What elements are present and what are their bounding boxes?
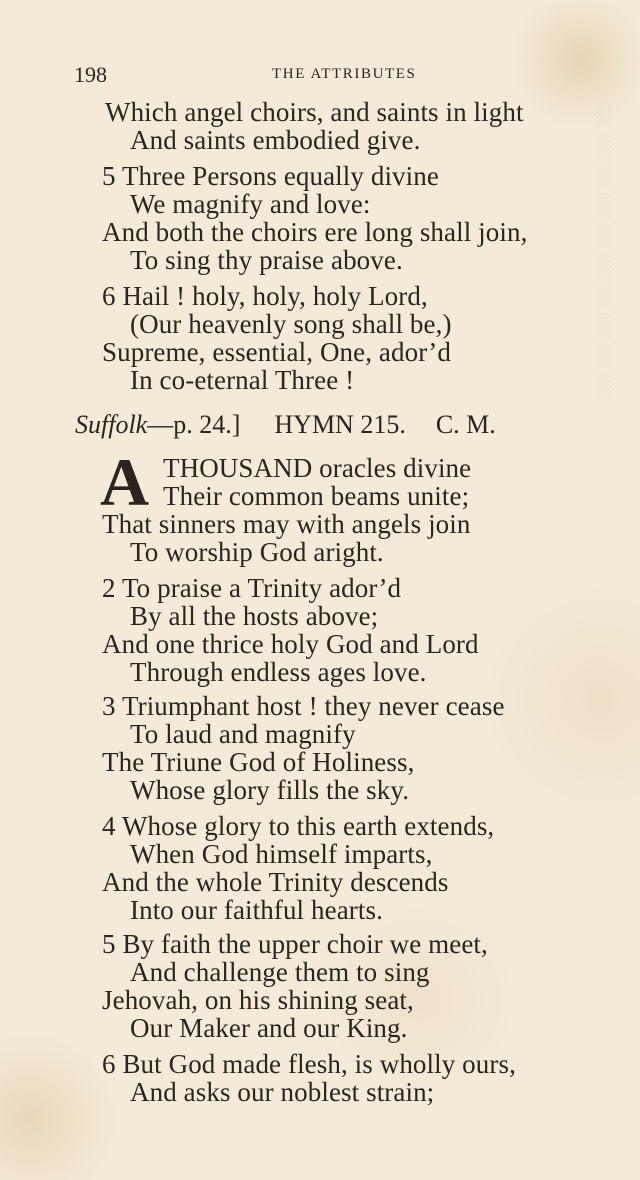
verse-line: 2 To praise a Trinity ador’d	[102, 573, 402, 603]
verse-line: Their common beams unite;	[163, 481, 470, 511]
tune-page-ref: —p. 24.]	[147, 410, 241, 439]
tune-name: Suffolk	[75, 410, 148, 439]
verse-line: (Our heavenly song shall be,)	[130, 309, 452, 339]
drop-cap-letter: A	[100, 444, 150, 520]
verse-line: Which angel choirs, and saints in light	[105, 97, 524, 127]
verse-line: 6 Hail ! holy, holy, holy Lord,	[102, 281, 428, 311]
hymn-number: HYMN 215.	[274, 410, 406, 439]
verse-line: 4 Whose glory to this earth extends,	[102, 811, 495, 841]
verse-line: Whose glory fills the sky.	[130, 775, 410, 805]
bleed-through-texture: ░ ░ ░ ░ ░ ░ ░ ░ ░ ░	[596, 102, 612, 397]
verse-line: 6 But God made flesh, is wholly ours,	[102, 1049, 516, 1079]
running-title: THE ATTRIBUTES	[272, 66, 417, 82]
verse-line: In co-eternal Three !	[130, 365, 355, 395]
verse-line: To worship God aright.	[130, 537, 384, 567]
verse-line: Jehovah, on his shining seat,	[102, 985, 414, 1015]
page-number: 198	[74, 62, 107, 87]
verse-line: And challenge them to sing	[130, 957, 430, 987]
verse-line: Through endless ages love.	[130, 657, 427, 687]
verse-line: To sing thy praise above.	[130, 245, 403, 275]
verse-line: Into our faithful hearts.	[130, 895, 383, 925]
verse-line: We magnify and love:	[130, 189, 371, 219]
verse-line: To laud and magnify	[130, 719, 356, 749]
verse-line: By all the hosts above;	[130, 601, 379, 631]
verse-line: And both the choirs ere long shall join,	[102, 217, 528, 247]
verse-line: And one thrice holy God and Lord	[102, 629, 479, 659]
verse-line: That sinners may with angels join	[102, 509, 471, 539]
verse-line: Supreme, essential, One, ador’d	[102, 337, 451, 367]
verse-line: 5 By faith the upper choir we meet,	[102, 929, 488, 959]
verse-line: And asks our noblest strain;	[130, 1077, 435, 1107]
verse-line: And the whole Trinity descends	[102, 867, 449, 897]
verse-line: When God himself imparts,	[130, 839, 433, 869]
hymn-heading	[75, 410, 496, 440]
verse-line: 3 Triumphant host ! they never cease	[102, 691, 505, 721]
verse-line: THOUSAND oracles divine	[163, 453, 472, 483]
hymn-meter: C. M.	[435, 410, 496, 439]
verse-line: 5 Three Persons equally divine	[102, 161, 439, 191]
verse-line: The Triune God of Holiness,	[102, 747, 415, 777]
verse-line: And saints embodied give.	[130, 125, 421, 155]
verse-line: Our Maker and our King.	[130, 1013, 408, 1043]
